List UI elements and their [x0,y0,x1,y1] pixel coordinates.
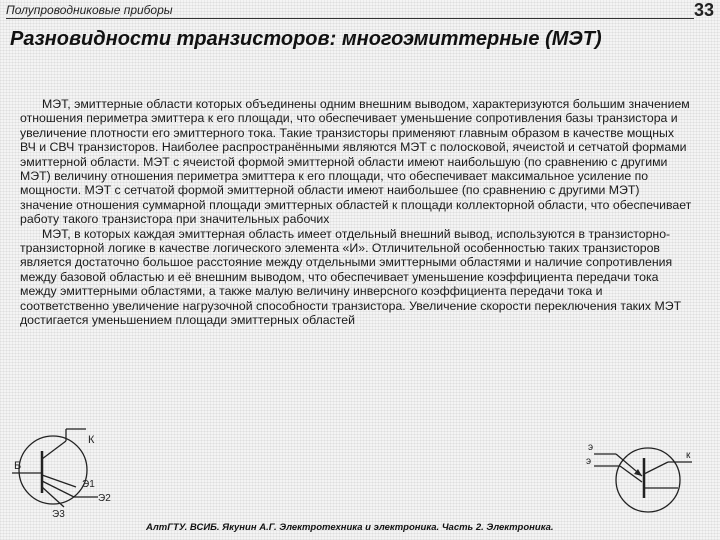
met-symbol-combined [582,438,702,518]
emitter-line-2 [42,481,74,497]
label-collector: К [88,434,95,446]
label-emitter-3: Э3 [52,509,65,520]
label-emitter-b: э [586,456,592,467]
label-collector-right: к [686,450,691,461]
label-base: Б [14,460,22,472]
collector-line-right [644,462,668,474]
footer-credit: АлтГТУ. ВСИБ. Якунин А.Г. Электротехника и электроника. Часть 2. Электроника. [146,522,554,533]
label-emitter-1: Э1 [82,479,95,490]
paragraph-1: МЭТ, эмиттерные области которых объединены одним внешним выводом, характеризуются большим значением отношения периметра эмиттера к его площади, что обеспечивает уменьшение сопротивления базы транзистора и увеличение плотности его эмиттерного тока. Такие транзисторы применяют главным образом в качестве мощных ВЧ и СВЧ транзисторов. Наиболее распространёнными являются МЭТ с полосковой, ячеистой и сетчатой формами эмиттерной области. МЭТ с ячеистой формой эмиттерной области имеют наибольшую (по сравнению с другими МЭТ) величину отношения периметра эмиттера к его площади, что обеспечивает максимальное усиление по мощности. МЭТ с сетчатой формой эмиттерной области имеют наибольшее (по сравнению с другими МЭТ) значение отношения суммарной площади эмиттерных областей к площади коллекторной области, что обеспечивает работу такого транзистора при значительных рабочих [20,97,692,227]
label-emitter-2: Э2 [98,493,111,504]
header-section-label: Полупроводниковые приборы [6,3,173,17]
label-emitter-a: э [588,442,594,453]
body-text [20,97,692,328]
met-symbol-separate-emitters [10,425,120,520]
slide-title: Разновидности транзисторов: многоэмиттерные (МЭТ) [10,28,602,50]
transistor-body-circle-right [616,448,680,512]
paragraph-2: МЭТ, в которых каждая эмиттерная область имеет отдельный внешний вывод, используются в транзисторно-транзисторной логике в качестве логического элемента «И». Отличительной особенностью таких транзисторов является достаточно большое расстояние между отдельными эмиттерными областями и наличие сопротивления между базовой областью и её внешним выводом, что обеспечивает уменьшение коэффициента передачи тока между эмиттерными областями, а также малую величину инверсного коэффициента передачи тока и соответственно увеличение нагрузочной способности транзистора. Увеличение скорости переключения таких МЭТ достигается уменьшением площади эмиттерных областей [20,226,682,328]
page-number: 33 [693,0,714,20]
transistor-body-circle [19,436,87,504]
header-divider [6,18,694,19]
emitter-line-1 [42,475,76,487]
collector-line [42,441,66,459]
